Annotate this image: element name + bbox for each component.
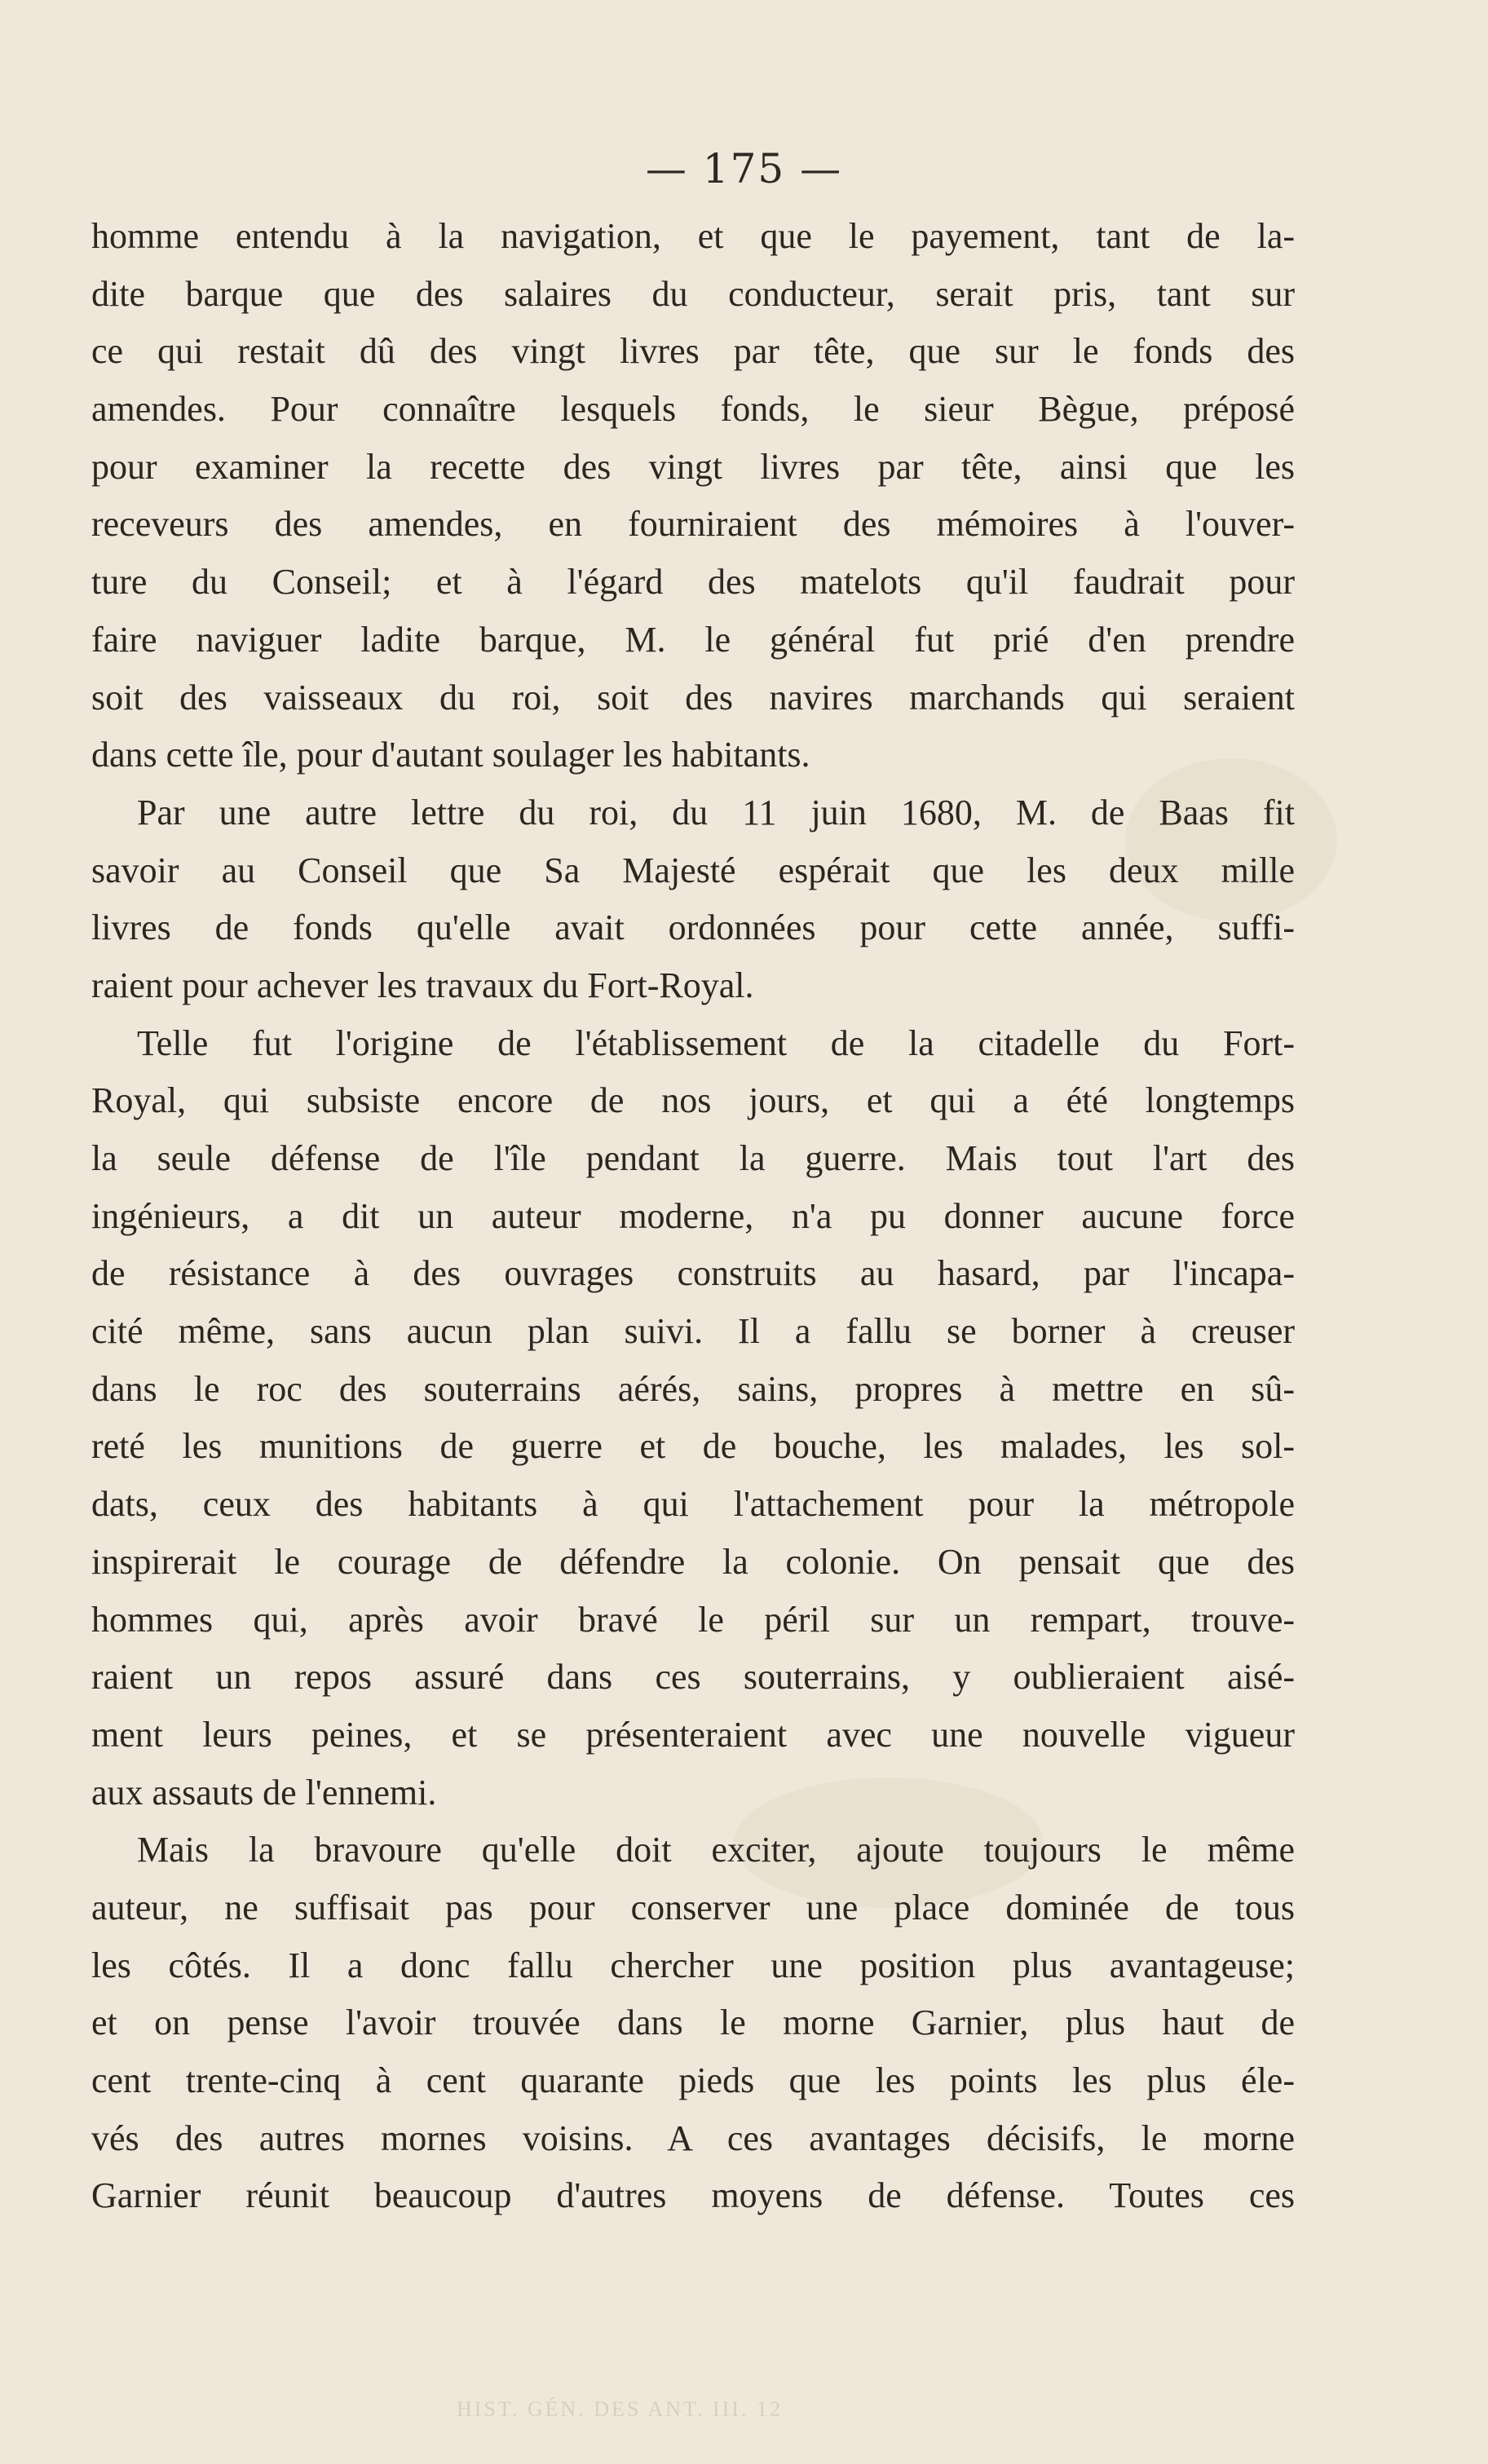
text-line: dite barque que des salaires du conducteur, serait pris, tant sur <box>91 273 1295 314</box>
text-line: ment leurs peines, et se présenteraient avec une nouvelle vigueur <box>91 1714 1295 1755</box>
text-line: les côtés. Il a donc fallu chercher une position plus avantageuse; <box>91 1945 1295 1985</box>
text-line: raient pour achever les travaux du Fort-Royal. <box>91 965 754 1005</box>
text-line: Telle fut l'origine de l'établissement de la citadelle du Fort- <box>137 1022 1295 1063</box>
text-line: pour examiner la recette des vingt livres par tête, ainsi que les <box>91 446 1295 487</box>
text-line: faire naviguer ladite barque, M. le général fut prié d'en prendre <box>91 619 1295 660</box>
text-line: ce qui restait dû des vingt livres par tête, que sur le fonds des <box>91 331 1295 372</box>
text-line: inspirerait le courage de défendre la colonie. On pensait que des <box>91 1541 1295 1582</box>
text-line: receveurs des amendes, en fourniraient des mémoires à l'ouver- <box>91 504 1295 545</box>
signature-mark: HIST. GÉN. DES ANT. III. 12 <box>457 2397 783 2421</box>
text-line: de résistance à des ouvrages construits au hasard, par l'incapa- <box>91 1253 1295 1294</box>
text-line: hommes qui, après avoir bravé le péril sur un rempart, trouve- <box>91 1599 1295 1640</box>
text-line: ture du Conseil; et à l'égard des matelots qu'il faudrait pour <box>91 562 1295 603</box>
text-line: homme entendu à la navigation, et que le payement, tant de la- <box>91 216 1295 256</box>
text-line: vés des autres mornes voisins. A ces avantages décisifs, le morne <box>91 2117 1295 2158</box>
text-line: dans cette île, pour d'autant soulager les habitants. <box>91 735 810 775</box>
text-line: soit des vaisseaux du roi, soit des navires marchands qui seraient <box>91 677 1295 718</box>
text-line: cité même, sans aucun plan suivi. Il a fallu se borner à creuser <box>91 1311 1295 1352</box>
body-text <box>91 208 1295 2225</box>
text-line: dans le roc des souterrains aérés, sains, propres à mettre en sû- <box>91 1368 1295 1409</box>
text-line: Royal, qui subsiste encore de nos jours, et qui a été longtemps <box>91 1080 1295 1121</box>
text-line: aux assauts de l'ennemi. <box>91 1772 437 1813</box>
text-line: Garnier réunit beaucoup d'autres moyens de défense. Toutes ces <box>91 2175 1295 2216</box>
text-line: amendes. Pour connaître lesquels fonds, le sieur Bègue, préposé <box>91 389 1295 430</box>
text-line: raient un repos assuré dans ces souterrains, y oublieraient aisé- <box>91 1657 1295 1698</box>
page-number: — 175 — <box>645 145 843 192</box>
text-line: cent trente-cinq à cent quarante pieds que les points les plus éle- <box>91 2060 1295 2100</box>
text-line: livres de fonds qu'elle avait ordonnées pour cette année, suffi- <box>91 907 1295 948</box>
text-line: la seule défense de l'île pendant la guerre. Mais tout l'art des <box>91 1138 1295 1178</box>
text-line: dats, ceux des habitants à qui l'attachement pour la métropole <box>91 1484 1295 1525</box>
text-line: savoir au Conseil que Sa Majesté espérait que les deux mille <box>91 850 1295 890</box>
text-line: Mais la bravoure qu'elle doit exciter, ajoute toujours le même <box>137 1830 1295 1870</box>
text-line: reté les munitions de guerre et de bouche, les malades, les sol- <box>91 1426 1295 1467</box>
text-line: ingénieurs, a dit un auteur moderne, n'a pu donner aucune force <box>91 1195 1295 1236</box>
text-line: auteur, ne suffisait pas pour conserver une place dominée de tous <box>91 1887 1295 1927</box>
text-line: et on pense l'avoir trouvée dans le morne Garnier, plus haut de <box>91 2003 1295 2043</box>
text-line: Par une autre lettre du roi, du 11 juin 1680, M. de Baas fit <box>137 792 1295 832</box>
